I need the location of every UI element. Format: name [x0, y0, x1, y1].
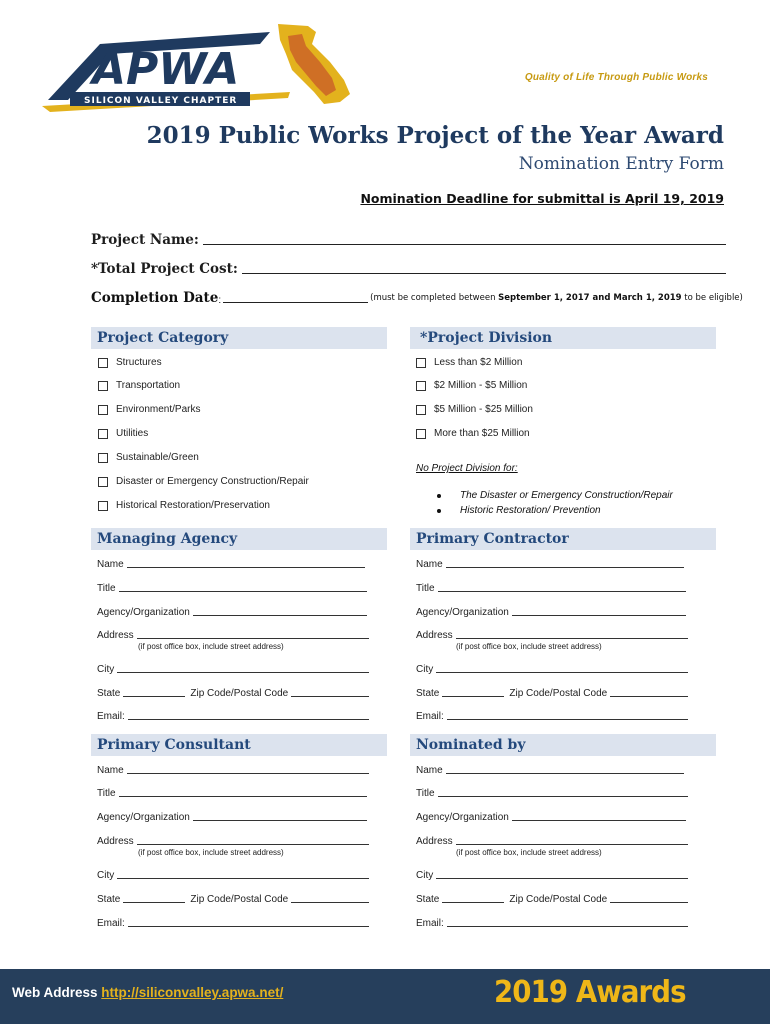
nom-city-row: City: [416, 870, 688, 881]
project-category-heading: Project Category: [91, 327, 387, 349]
completion-date-field[interactable]: [223, 291, 368, 303]
pc-agency-field[interactable]: [512, 607, 686, 616]
pc-city-field[interactable]: [436, 664, 688, 673]
nom-agency-row: Agency/Organization: [416, 812, 686, 823]
cons-agency-field[interactable]: [193, 812, 367, 821]
apwa-logo: [40, 22, 360, 112]
logo-text: APWA: [92, 44, 240, 95]
ma-address-hint: (if post office box, include street address): [138, 642, 284, 651]
nominated-by-heading: Nominated by: [410, 734, 716, 756]
ma-zip-field[interactable]: [291, 688, 369, 697]
checkbox[interactable]: [98, 381, 108, 391]
cons-email-row: Email:: [97, 918, 369, 929]
web-address-link[interactable]: http://siliconvalley.apwa.net/: [101, 985, 284, 1000]
cons-title-field[interactable]: [119, 788, 367, 797]
cons-state-row: State Zip Code/Postal Code: [97, 894, 369, 905]
pc-city-row: City: [416, 664, 688, 675]
completion-note: (must be completed between September 1, 2017 and March 1, 2019 to be eligible): [370, 293, 743, 303]
ma-address-row: Address: [97, 630, 369, 641]
pc-email-field[interactable]: [447, 711, 688, 720]
bullet-icon: [437, 494, 441, 498]
deadline-text: Nomination Deadline for submittal is April 19, 2019: [360, 191, 724, 206]
division-option[interactable]: $2 Million - $5 Million: [416, 380, 527, 391]
checkbox[interactable]: [98, 405, 108, 415]
cons-address-hint: (if post office box, include street address): [138, 848, 284, 857]
no-division-item: The Disaster or Emergency Construction/Repair: [437, 490, 673, 501]
checkbox[interactable]: [416, 381, 426, 391]
category-option[interactable]: Utilities: [98, 428, 148, 439]
cons-agency-row: Agency/Organization: [97, 812, 367, 823]
checkbox[interactable]: [416, 405, 426, 415]
cons-name-row: Name: [97, 765, 369, 776]
completion-colon: :: [218, 295, 222, 306]
managing-agency-heading: Managing Agency: [91, 528, 387, 550]
project-name-label: Project Name:: [91, 232, 199, 248]
project-name-row: [91, 232, 726, 248]
ma-email-row: Email:: [97, 711, 369, 722]
category-option[interactable]: Historical Restoration/Preservation: [98, 500, 270, 511]
nom-state-field[interactable]: [442, 894, 504, 903]
project-name-field[interactable]: [203, 233, 726, 245]
nom-zip-field[interactable]: [610, 894, 688, 903]
primary-consultant-heading: Primary Consultant: [91, 734, 387, 756]
checkbox[interactable]: [98, 501, 108, 511]
ma-name-field[interactable]: [127, 559, 365, 568]
page-title: 2019 Public Works Project of the Year Award: [146, 122, 724, 149]
completion-date-label: Completion Date: [91, 290, 219, 306]
pc-address-field[interactable]: [456, 630, 688, 639]
category-option[interactable]: Structures: [98, 357, 162, 368]
nom-email-field[interactable]: [447, 918, 688, 927]
checkbox[interactable]: [98, 477, 108, 487]
nom-email-row: Email:: [416, 918, 688, 929]
pc-agency-row: Agency/Organization: [416, 607, 686, 618]
bullet-icon: [437, 509, 441, 513]
pc-title-field[interactable]: [438, 583, 686, 592]
ma-city-row: City: [97, 664, 369, 675]
checkbox[interactable]: [98, 358, 108, 368]
project-division-heading: *Project Division: [410, 327, 716, 349]
cons-state-field[interactable]: [123, 894, 185, 903]
cons-email-field[interactable]: [128, 918, 369, 927]
checkbox[interactable]: [416, 429, 426, 439]
division-option[interactable]: More than $25 Million: [416, 428, 530, 439]
ma-state-row: State Zip Code/Postal Code: [97, 688, 369, 699]
pc-zip-field[interactable]: [610, 688, 688, 697]
ma-title-row: Title: [97, 583, 367, 594]
pc-address-hint: (if post office box, include street address): [456, 642, 602, 651]
cons-city-row: City: [97, 870, 369, 881]
completion-date-row: [91, 290, 743, 306]
tagline: Quality of Life Through Public Works: [524, 72, 708, 83]
pc-state-row: State Zip Code/Postal Code: [416, 688, 688, 699]
total-cost-label: *Total Project Cost:: [91, 261, 238, 277]
cons-name-field[interactable]: [127, 765, 369, 774]
nom-state-row: State Zip Code/Postal Code: [416, 894, 688, 905]
ma-address-field[interactable]: [137, 630, 369, 639]
pc-email-row: Email:: [416, 711, 688, 722]
division-option[interactable]: $5 Million - $25 Million: [416, 404, 533, 415]
checkbox[interactable]: [416, 358, 426, 368]
cons-address-row: Address: [97, 836, 369, 847]
nom-address-field[interactable]: [456, 836, 688, 845]
ma-title-field[interactable]: [119, 583, 367, 592]
cons-city-field[interactable]: [117, 870, 369, 879]
category-option[interactable]: Disaster or Emergency Construction/Repair: [98, 476, 309, 487]
total-cost-field[interactable]: [242, 262, 726, 274]
nom-agency-field[interactable]: [512, 812, 686, 821]
nom-name-field[interactable]: [446, 765, 684, 774]
checkbox[interactable]: [98, 453, 108, 463]
ma-name-row: Name: [97, 559, 365, 570]
no-division-item: Historic Restoration/ Prevention: [437, 505, 601, 516]
ma-agency-field[interactable]: [193, 607, 367, 616]
nom-city-field[interactable]: [436, 870, 688, 879]
cons-title-row: Title: [97, 788, 367, 799]
pc-name-field[interactable]: [446, 559, 684, 568]
nom-address-hint: (if post office box, include street address): [456, 848, 602, 857]
pc-state-field[interactable]: [442, 688, 504, 697]
total-cost-row: [91, 261, 726, 277]
category-option[interactable]: Environment/Parks: [98, 404, 200, 415]
cons-address-field[interactable]: [137, 836, 369, 845]
web-address: Web Address http://siliconvalley.apwa.net/: [12, 985, 284, 1000]
pc-address-row: Address: [416, 630, 688, 641]
category-option[interactable]: Transportation: [98, 380, 180, 391]
nom-title-field[interactable]: [438, 788, 688, 797]
nom-title-row: Title: [416, 788, 688, 799]
nom-address-row: Address: [416, 836, 688, 847]
ma-agency-row: Agency/Organization: [97, 607, 367, 618]
category-option[interactable]: Sustainable/Green: [98, 452, 199, 463]
ma-city-field[interactable]: [117, 664, 369, 673]
checkbox[interactable]: [98, 429, 108, 439]
ma-state-field[interactable]: [123, 688, 185, 697]
primary-contractor-heading: Primary Contractor: [410, 528, 716, 550]
pc-title-row: Title: [416, 583, 686, 594]
page-subtitle: Nomination Entry Form: [518, 154, 724, 174]
apwa-logo-graphic: [40, 22, 360, 112]
awards-banner: 2019 Awards: [494, 975, 686, 1010]
ma-email-field[interactable]: [128, 711, 369, 720]
pc-name-row: Name: [416, 559, 684, 570]
cons-zip-field[interactable]: [291, 894, 369, 903]
division-option[interactable]: Less than $2 Million: [416, 357, 522, 368]
no-division-label: No Project Division for:: [416, 463, 518, 474]
nom-name-row: Name: [416, 765, 684, 776]
chapter-text: SILICON VALLEY CHAPTER: [84, 96, 238, 106]
